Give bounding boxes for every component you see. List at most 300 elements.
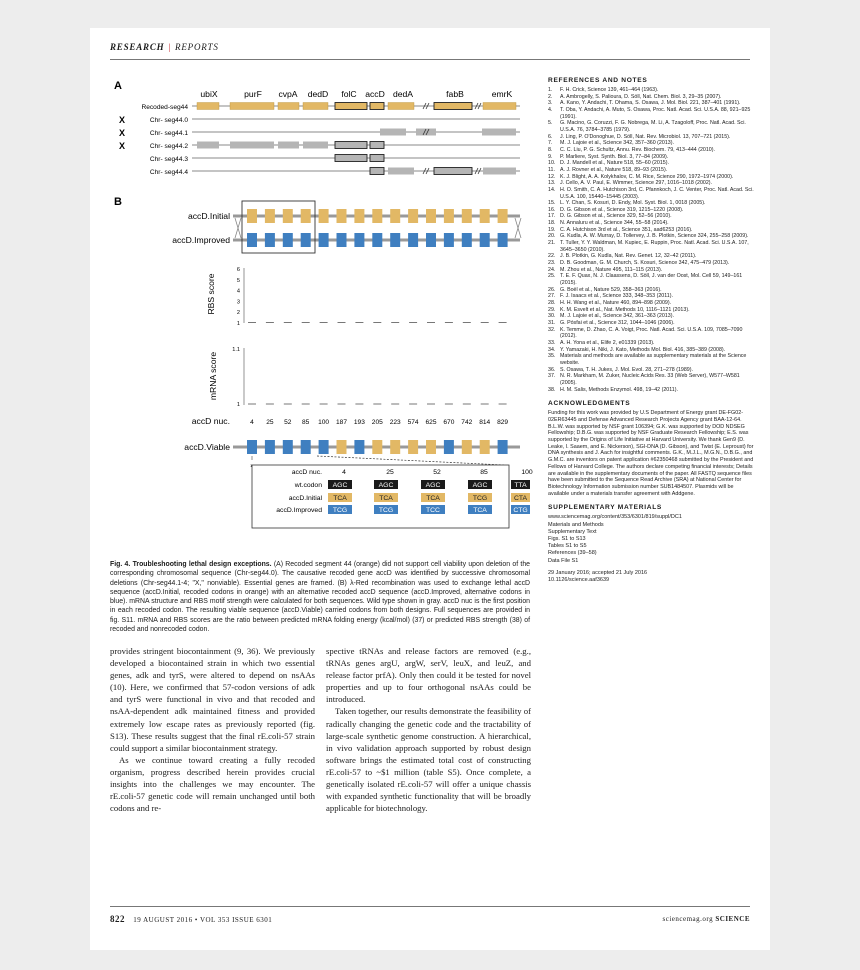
codon-block-improved (372, 233, 382, 247)
nuc-position-label: 187 (335, 419, 348, 426)
gene-block-essential (335, 103, 367, 110)
reference-number: 10. (548, 160, 556, 167)
nuc-position-label: 814 (479, 419, 491, 426)
gene-block-essential (370, 168, 384, 175)
codon-block-viable (498, 440, 508, 454)
nuc-row-label: accD nuc. (191, 416, 230, 426)
codon-block-initial (372, 209, 382, 223)
reference-item (548, 174, 754, 181)
codon-block-improved (265, 233, 275, 247)
improved-sequence-label: accD.Improved (172, 235, 230, 245)
gene-block-recoded (303, 103, 328, 110)
reference-text: S. Osawa, T. H. Jukes, J. Mol. Evol. 28, 271–278 (1989). (560, 366, 693, 373)
reference-number: 2. (548, 93, 553, 100)
reference-item (548, 134, 754, 141)
nuc-position-label: 829 (497, 419, 509, 426)
codon-text: TCG (332, 507, 348, 514)
reference-text: P. Marliere, Syst. Synth. Biol. 3, 77–84 (2009). (560, 153, 669, 160)
figure-4 (110, 72, 533, 542)
reference-item (548, 287, 754, 294)
codon-text: AGC (332, 482, 348, 489)
rbs-tick: 2 (236, 310, 240, 317)
nuc-position-label: 52 (284, 419, 292, 426)
reference-item (548, 340, 754, 347)
nonviable-x-mark: X (119, 128, 126, 138)
codon-table-row-label: accD.Initial (288, 495, 322, 502)
reference-text: D. G. Gibson et al., Science 319, 1215–1220 (2008). (560, 206, 684, 213)
rbs-tick: 6 (236, 267, 240, 273)
supplementary-link[interactable]: www.sciencemag.org/content/353/6301/819/suppl/DC1 (548, 514, 682, 521)
segment-row-label: Chr- seg44.4 (149, 169, 188, 176)
reference-text: G. Pósfai et al., Science 312, 1044–1046 (2006). (560, 319, 675, 326)
codon-text: AGC (472, 482, 488, 489)
reference-item (548, 100, 754, 107)
publication-dates (548, 570, 754, 584)
reference-item (548, 107, 754, 120)
codon-block-viable (301, 440, 311, 454)
zoom-connector (317, 456, 504, 465)
gene-label: dedD (307, 89, 329, 99)
reference-item (548, 300, 754, 307)
supplementary-item: References (39–58) (548, 550, 597, 557)
gene-label: cvpA (278, 89, 298, 99)
codon-block-viable (265, 440, 275, 454)
nuc-position-label: 85 (302, 419, 310, 426)
reference-item (548, 213, 754, 220)
initial-codon-track (247, 209, 508, 223)
reference-text: T. E. F. Quax, N. J. Claassens, D. Söll, J. van der Oost, Mol. Cell 59, 149–161 (2015). (560, 273, 743, 287)
codon-block-viable (247, 440, 257, 454)
supplementary-heading: SUPPLEMENTARY MATERIALS (548, 504, 663, 512)
codon-block-initial (444, 209, 454, 223)
journal-name: SCIENCE (715, 915, 750, 923)
gene-block-wt (278, 142, 299, 149)
nuc-position-label: 625 (425, 419, 437, 426)
reference-number: 28. (548, 300, 556, 306)
codon-block-initial (426, 209, 436, 223)
reference-number: 20. (548, 233, 556, 240)
journal-credit (663, 915, 750, 923)
references-heading: REFERENCES AND NOTES (548, 77, 648, 84)
reference-number: 17. (548, 213, 556, 220)
reference-text: D. B. Goodman, G. M. Church, S. Kosuri, Science 342, 475–479 (2013). (560, 260, 730, 267)
reference-item (548, 87, 754, 94)
codon-text: TCA (333, 495, 347, 502)
nuc-position-label: 25 (266, 419, 274, 426)
reference-item (548, 160, 754, 167)
caption-lead: Fig. 4. Troubleshooting lethal design exceptions. (110, 561, 272, 568)
codon-block-initial (265, 209, 275, 223)
mrna-tick: 1.1 (232, 347, 240, 353)
reference-item (548, 353, 754, 366)
reference-text: T. Oba, Y. Andachi, A. Muto, S. Osawa, Proc. Natl. Acad. Sci. U.S.A. 88, 921–925 (1991). (560, 106, 751, 120)
reference-number: 11. (548, 166, 555, 173)
reference-text: C. C. Liu, P. G. Schultz, Annu. Rev. Biochem. 79, 413–444 (2010). (560, 146, 715, 153)
reference-number: 8. (548, 146, 553, 153)
reference-item (548, 207, 754, 214)
reference-number: 16. (548, 206, 556, 213)
reference-number: 5. (548, 120, 553, 127)
reference-number: 19. (548, 226, 556, 233)
reference-number: 33. (548, 339, 556, 346)
viable-sequence-label: accD.Viable (184, 442, 230, 452)
reference-text: H. H. Wang et al., Nature 460, 894–898 (2009). (560, 300, 672, 306)
codon-block-improved (354, 233, 364, 247)
gene-label: fabB (446, 89, 464, 99)
reference-text: K. M. Esvelt et al., Nat. Methods 10, 1116–1121 (2013). (560, 306, 690, 313)
codon-text: AGC (425, 482, 441, 489)
section-name: RESEARCH (110, 42, 165, 52)
rbs-tick: 3 (236, 299, 240, 306)
reference-item (548, 227, 754, 234)
supplementary-list (548, 514, 754, 564)
codon-block-viable (283, 440, 293, 454)
supplementary-item: Materials and Methods (548, 521, 604, 528)
codon-text: TCG (378, 507, 394, 514)
improved-codon-track (247, 233, 508, 247)
rbs-tick: 5 (236, 277, 240, 284)
nuc-position-label: 670 (443, 419, 455, 426)
codon-text: CTA (513, 495, 528, 502)
reference-text: M. J. Lajoie et al., Science 342, 361–363 (2013). (560, 313, 674, 320)
reference-item (548, 167, 754, 174)
acknowledgments-heading: ACKNOWLEDGMENTS (548, 400, 631, 408)
codon-block-improved (319, 233, 329, 247)
reference-text: K. Temme, D. Zhao, C. A. Voigt, Proc. Natl. Acad. Sci. U.S.A. 109, 7085–7090 (2012). (560, 326, 743, 340)
segment-row-label: Chr- seg44.3 (149, 156, 188, 163)
codon-text: TCC (426, 507, 440, 514)
codon-table-column: 85 (480, 469, 488, 476)
reference-text: A. J. Rovner et al., Nature 518, 89–93 (2015). (560, 166, 668, 173)
codon-block-viable (319, 440, 329, 454)
codon-block-improved (408, 233, 418, 247)
issue-info: 19 AUGUST 2016 • VOL 353 ISSUE 6301 (133, 916, 273, 924)
gene-block-wt (380, 129, 406, 136)
reference-item (548, 120, 754, 133)
page-number: 822 (110, 914, 125, 924)
mrna-tick: 1 (236, 402, 240, 408)
reference-item (548, 253, 754, 260)
reference-item (548, 320, 754, 327)
gene-block-recoded (278, 103, 299, 110)
gene-block-essential (434, 168, 472, 175)
reference-number: 30. (548, 313, 556, 320)
mrna-axis-label: mRNA score (208, 351, 218, 401)
page-footer (110, 914, 750, 924)
supplementary-item: Tables S1 to S5 (548, 543, 587, 550)
codon-text: TCA (379, 495, 393, 502)
reference-text: J. B. Plotkin, G. Kudla, Nat. Rev. Genet. 12, 32–42 (2011). (560, 253, 697, 260)
supplementary-item: Data File S1 (548, 557, 579, 564)
nuc-position-label: 193 (353, 419, 365, 426)
gene-block-essential (335, 142, 367, 149)
reference-item (548, 387, 754, 394)
reference-number: 36. (548, 366, 556, 373)
reference-number: 38. (548, 386, 556, 393)
reference-number: 34. (548, 346, 556, 353)
doi[interactable]: 10.1126/science.aaf3639 (548, 576, 610, 583)
reference-item (548, 267, 754, 274)
codon-block-viable (354, 440, 364, 454)
reference-number: 7. (548, 140, 553, 147)
reference-item (548, 94, 754, 101)
gene-label: accD (365, 89, 385, 99)
panel-a-label: A (114, 80, 122, 92)
reference-text: H. O. Smith, C. A. Hutchison 3rd, C. Pfannkoch, J. C. Venter, Proc. Natl. Acad. Sci. U.S.A. 100, 15440–15445 (2003). (560, 186, 754, 200)
nuc-position-label: 574 (407, 419, 419, 426)
codon-block-improved (462, 233, 472, 247)
codon-block-viable (444, 440, 454, 454)
gene-block-essential (434, 103, 472, 110)
codon-block-initial (283, 209, 293, 223)
viable-codon-track (247, 440, 508, 454)
reference-number: 26. (548, 286, 556, 293)
reference-number: 37. (548, 373, 556, 380)
reference-text: M. Zhou et al., Nature 495, 111–115 (2013). (560, 266, 663, 273)
body-column-1 (110, 645, 315, 814)
reference-text: L. Y. Chan, S. Kosuri, D. Endy, Mol. Syst. Biol. 1, 0018 (2005). (560, 200, 706, 207)
reference-item (548, 147, 754, 154)
gene-label: ubiX (200, 89, 218, 99)
rbs-tick: 4 (236, 288, 240, 295)
reference-item (548, 240, 754, 253)
reference-text: D. G. Gibson et al., Science 329, 52–56 (2010). (560, 213, 672, 220)
gene-label: dedA (392, 89, 414, 99)
codon-block-viable (337, 440, 347, 454)
codon-table-row-label: wt.codon (294, 482, 322, 489)
reference-item (548, 367, 754, 374)
reference-number: 27. (548, 293, 556, 300)
reference-text: M. J. Lajoie et al., Science 342, 357–360 (2013). (560, 140, 674, 147)
reference-item (548, 347, 754, 354)
reference-item (548, 327, 754, 340)
reference-number: 13. (548, 180, 556, 187)
codon-block-initial (408, 209, 418, 223)
codon-block-improved (444, 233, 454, 247)
nuc-position-label: 100 (318, 419, 330, 426)
codon-text: TCA (473, 507, 487, 514)
received-accepted-date: 29 January 2016; accepted 21 July 2016 (548, 569, 648, 576)
header-rule (110, 59, 750, 60)
segment-row-label: Chr- seg44.2 (149, 143, 188, 150)
codon-text: AGC (378, 482, 394, 489)
gene-block-wt (482, 129, 516, 136)
reference-item (548, 187, 754, 200)
reference-text: J. Cello, A. V. Paul, E. Wimmer, Science 297, 1016–1018 (2002). (560, 180, 713, 187)
reference-number: 18. (548, 220, 556, 227)
reference-number: 4. (548, 106, 553, 113)
reference-text: A. H. Yona et al., Elife 2, e01339 (2013). (560, 339, 655, 346)
reference-item (548, 307, 754, 314)
crossover-mark (235, 218, 241, 238)
reference-number: 32. (548, 326, 556, 333)
reference-item (548, 260, 754, 267)
codon-block-viable (408, 440, 418, 454)
rbs-axis-label: RBS score (206, 273, 216, 315)
references-column (548, 77, 754, 584)
gene-block-wt (303, 142, 328, 149)
reference-item (548, 233, 754, 240)
segment-row-label: Chr- seg44.0 (149, 117, 188, 124)
gene-label: folC (341, 89, 357, 99)
reference-item (548, 200, 754, 207)
codon-block-initial (390, 209, 400, 223)
reference-text: H. M. Salis, Methods Enzymol. 498, 19–42 (2011). (560, 386, 678, 393)
codon-block-viable (426, 440, 436, 454)
journal-site[interactable]: sciencemag.org (662, 915, 714, 923)
reference-item (548, 140, 754, 147)
codon-text: CTG (513, 507, 528, 514)
codon-block-improved (301, 233, 311, 247)
supplementary-item: Supplementary Text (548, 528, 597, 535)
nuc-position-label: 742 (461, 419, 473, 426)
reference-text: F. J. Isaacs et al., Science 333, 348–353 (2011). (560, 293, 673, 300)
gene-block-recoded (388, 103, 414, 110)
reference-number: 15. (548, 200, 556, 207)
codon-table-row-label: accD.Improved (276, 507, 322, 514)
gene-label: purF (244, 89, 262, 99)
codon-block-initial (301, 209, 311, 223)
gene-block-recoded (230, 103, 274, 110)
codon-text: TTA (514, 482, 527, 489)
body-paragraph: provides stringent biocontainment (9, 36). We previously developed a biocontained strain in which two essential genes, adk and tyrS, were altered to depend on nsAAs (10). Here, we confirmed that 57-codon versions of adk and tyrS were functional in vivo and that recoded and nsAA-dependent adk maintained fitness and provided extremely low escape rates as previously reported (fig. S13). These results suggest that the final rE.coli-57 strain could support a similar biocontainment strategy. (110, 646, 315, 753)
reference-number: 29. (548, 306, 556, 313)
journal-page (90, 28, 770, 950)
gene-block-essential (335, 155, 367, 162)
reference-item (548, 313, 754, 320)
codon-block-improved (283, 233, 293, 247)
codon-block-viable (480, 440, 490, 454)
reference-text: Y. Yamazaki, H. Niki, J. Kato, Methods Mol. Biol. 416, 385–389 (2008). (560, 346, 726, 353)
codon-table-column: 25 (386, 469, 394, 476)
reference-number: 21. (548, 240, 556, 247)
reference-text: J. Ling, P. O'Donoghue, D. Söll, Nat. Rev. Microbiol. 13, 707–721 (2015). (560, 133, 731, 140)
codon-block-initial (319, 209, 329, 223)
nuc-position-label: 205 (371, 419, 383, 426)
segment-row-label: Recoded-seg44 (141, 104, 188, 111)
codon-table-header: accD nuc. (291, 469, 322, 476)
reference-number: 3. (548, 100, 553, 107)
reference-text: T. Tuller, Y. Y. Waldman, M. Kupiec, E. Ruppin, Proc. Natl. Acad. Sci. U.S.A. 107, 3645–3650 (2010). (560, 240, 749, 253)
body-paragraph: As we continue toward creating a fully recoded organism, progress described herein provides crucial insights into the challenges we may encounter. The rE.coli-57 genetic code will remain unchanged until both codons and re- (110, 754, 315, 814)
codon-block-viable (372, 440, 382, 454)
codon-table-column: 4 (342, 469, 346, 476)
reference-number: 35. (548, 353, 556, 360)
reference-number: 14. (548, 186, 556, 193)
gene-block-recoded (483, 103, 516, 110)
codon-text: TCA (426, 495, 440, 502)
codon-block-improved (337, 233, 347, 247)
panel-b-label: B (114, 196, 122, 208)
zoom-index: 1 (250, 463, 253, 468)
codon-block-initial (354, 209, 364, 223)
reference-number: 24. (548, 266, 556, 273)
reference-item (548, 273, 754, 286)
reference-text: A. Ambrogelly, S. Palioura, D. Söll, Nat. Chem. Biol. 3, 29–35 (2007). (560, 93, 722, 100)
reference-text: F. H. Crick, Science 139, 461–464 (1963). (560, 87, 659, 93)
gene-block-wt (483, 168, 516, 175)
nuc-position-label: 4 (250, 419, 254, 426)
segment-row-label: Chr- seg44.1 (149, 130, 188, 137)
gene-block-wt (230, 142, 274, 149)
codon-table-column: 52 (433, 469, 441, 476)
nuc-position-label: 223 (389, 419, 401, 426)
codon-block-viable (462, 440, 472, 454)
reference-number: 31. (548, 319, 556, 326)
codon-block-improved (426, 233, 436, 247)
gene-block-essential (370, 155, 384, 162)
reference-number: 6. (548, 133, 553, 140)
codon-table-column: 100 (521, 469, 533, 476)
reference-text: G. Boël et al., Nature 529, 358–363 (2016). (560, 286, 662, 293)
reference-number: 22. (548, 253, 556, 260)
body-paragraph: Taken together, our results demonstrate the feasibility of radically changing the genetic code and the tractability of large-scale synthetic genome construction. A hierarchical, in vivo validation approach supported by robust design software brings the estimated total cost of constructing rE.coli-57 to ~$1 million (table S5). Once complete, a genetically isolated rE.coli-57 will offer a unique chassis with expanded synthetic functionality that will be broadly applicable for biotechnology. (326, 706, 531, 814)
codon-block-initial (337, 209, 347, 223)
header-separator: | (168, 42, 172, 52)
reference-text: A. Kano, Y. Andachi, T. Ohama, S. Osawa, J. Mol. Biol. 221, 387–401 (1991). (560, 100, 741, 107)
reference-list (548, 87, 754, 393)
codon-block-initial (247, 209, 257, 223)
running-header (110, 42, 219, 52)
nonviable-x-mark: X (119, 115, 126, 125)
codon-block-initial (462, 209, 472, 223)
codon-block-improved (390, 233, 400, 247)
reference-number: 9. (548, 153, 553, 160)
rbs-tick: 1 (236, 321, 240, 327)
reference-number: 12. (548, 173, 556, 180)
figure-caption (110, 560, 530, 634)
crossover-mark (515, 218, 521, 238)
reference-item (548, 293, 754, 300)
codon-block-improved (498, 233, 508, 247)
reference-text: N. Annaluru et al., Science 344, 55–58 (2014). (560, 220, 669, 227)
gene-block-essential (370, 142, 384, 149)
codon-block-improved (247, 233, 257, 247)
reference-text: D. J. Mandell et al., Nature 518, 55–60 (2015). (560, 160, 669, 167)
reference-item (548, 373, 754, 386)
initial-sequence-label: accD.Initial (187, 211, 230, 221)
gene-label: emrK (491, 89, 513, 99)
nonviable-x-mark: X (119, 141, 126, 151)
gene-block-wt (388, 168, 414, 175)
supplementary-item: Figs. S1 to S13 (548, 535, 586, 542)
reference-text: G. Kudla, A. W. Murray, D. Tollervey, J. B. Plotkin, Science 324, 255–258 (2009). (560, 233, 749, 240)
reference-item (548, 154, 754, 161)
subsection-name: REPORTS (175, 42, 219, 52)
reference-item (548, 220, 754, 227)
codon-block-initial (480, 209, 490, 223)
body-paragraph: spective tRNAs and release factors are removed (e.g., tRNAs genes argU, argW, serV, leuX, and leuZ, and release factor prfA). Only then could it be tested for novel properties and up to four orthogonal nsAAs could be introduced. (326, 646, 531, 705)
reference-number: 1. (548, 87, 553, 93)
reference-text: C. A. Hutchison 3rd et al., Science 351, aad6253 (2016). (560, 226, 693, 233)
reference-text: N. R. Markham, M. Zuker, Nucleic Acids Res. 33 (Web Server), W577–W581 (2005). (560, 373, 740, 386)
reference-text: K. J. Blight, A. A. Kolykhalov, C. M. Rice, Science 290, 1972–1974 (2000). (560, 173, 734, 180)
body-column-2 (326, 645, 531, 814)
caption-text: (A) Recoded segment 44 (orange) did not support cell viability upon deletion of the corresponding chromosomal sequence (Chr-seg44.0). The causative recoded gene accD was identified by successive chromosomal deletions (Chr-seg44.1-4; "X," nonviable). Essential genes are framed. (B) λ-Red recombination was used to exchange lethal accD sequence (accD.Initial, recoded codons in orange) with an alternative recoded accD sequence (accD.Improved, alternative codons in blue). mRNA structure and RBS motif strength were calculated for both sequences. Wild type shown in gray. accD nuc is the first position in each recoded codon. The resulting viable sequence (accD.Viable) carried codons from both designs. Full sequences are provided in fig. S11. mRNA and RBS scores are the ratio between predicted mRNA folding energy (kcal/mol) (37) or predicted RBS strength (38) of recoded and nonrecoded codon. (110, 561, 530, 634)
acknowledgments-text: Funding for this work was provided by U.S Department of Energy grant DE-FG02-02ER63445 and Defense Advanced Research Projects Agency grant BAA-12-64. B.L.W. was supported by NSF grant 106394; G.K. was supported by DOD NDSEG Fellowship; D.B.G. was supported by NSF Graduate Research Fellowship; E.S. was supported by the Origins of Life Initiative at Harvard University. We thank Gen9 (D. Leake, I. Saaem, and E. Nickerson), SGI-DNA (D. Gibson), and Twist (E. Leproust) for DNA synthesis and J. Aach for insightful comments. G.K., M.J.L., M.G.N., D.B.G., and G.M.C. are inventors on patent application #62350468 submitted by the President and Fellows of Harvard College. The authors declare competing financial interests; Details are available in the supplementary documents of the paper. All FASTQ sequence files have been submitted to the Sequence Read Archive (SRA) at National Center for Biotechnology Information submission number SUB1484507. Plasmids will be available under a materials transfer agreement with Addgene. (548, 410, 754, 497)
codon-text: TCG (472, 495, 488, 502)
reference-number: 25. (548, 273, 556, 280)
reference-number: 23. (548, 260, 556, 267)
gene-block-recoded (197, 103, 219, 110)
reference-text: Materials and methods are available as supplementary materials at the Science website. (560, 353, 747, 366)
reference-item (548, 180, 754, 187)
codon-block-viable (390, 440, 400, 454)
gene-block-essential (370, 103, 384, 110)
codon-block-initial (498, 209, 508, 223)
footer-rule (110, 906, 750, 907)
reference-text: G. Macino, G. Coruzzi, F. G. Nobrega, M. Li, A. Tzagoloff, Proc. Natl. Acad. Sci. U.S.A. 76, 3784–3785 (1979). (560, 120, 746, 133)
